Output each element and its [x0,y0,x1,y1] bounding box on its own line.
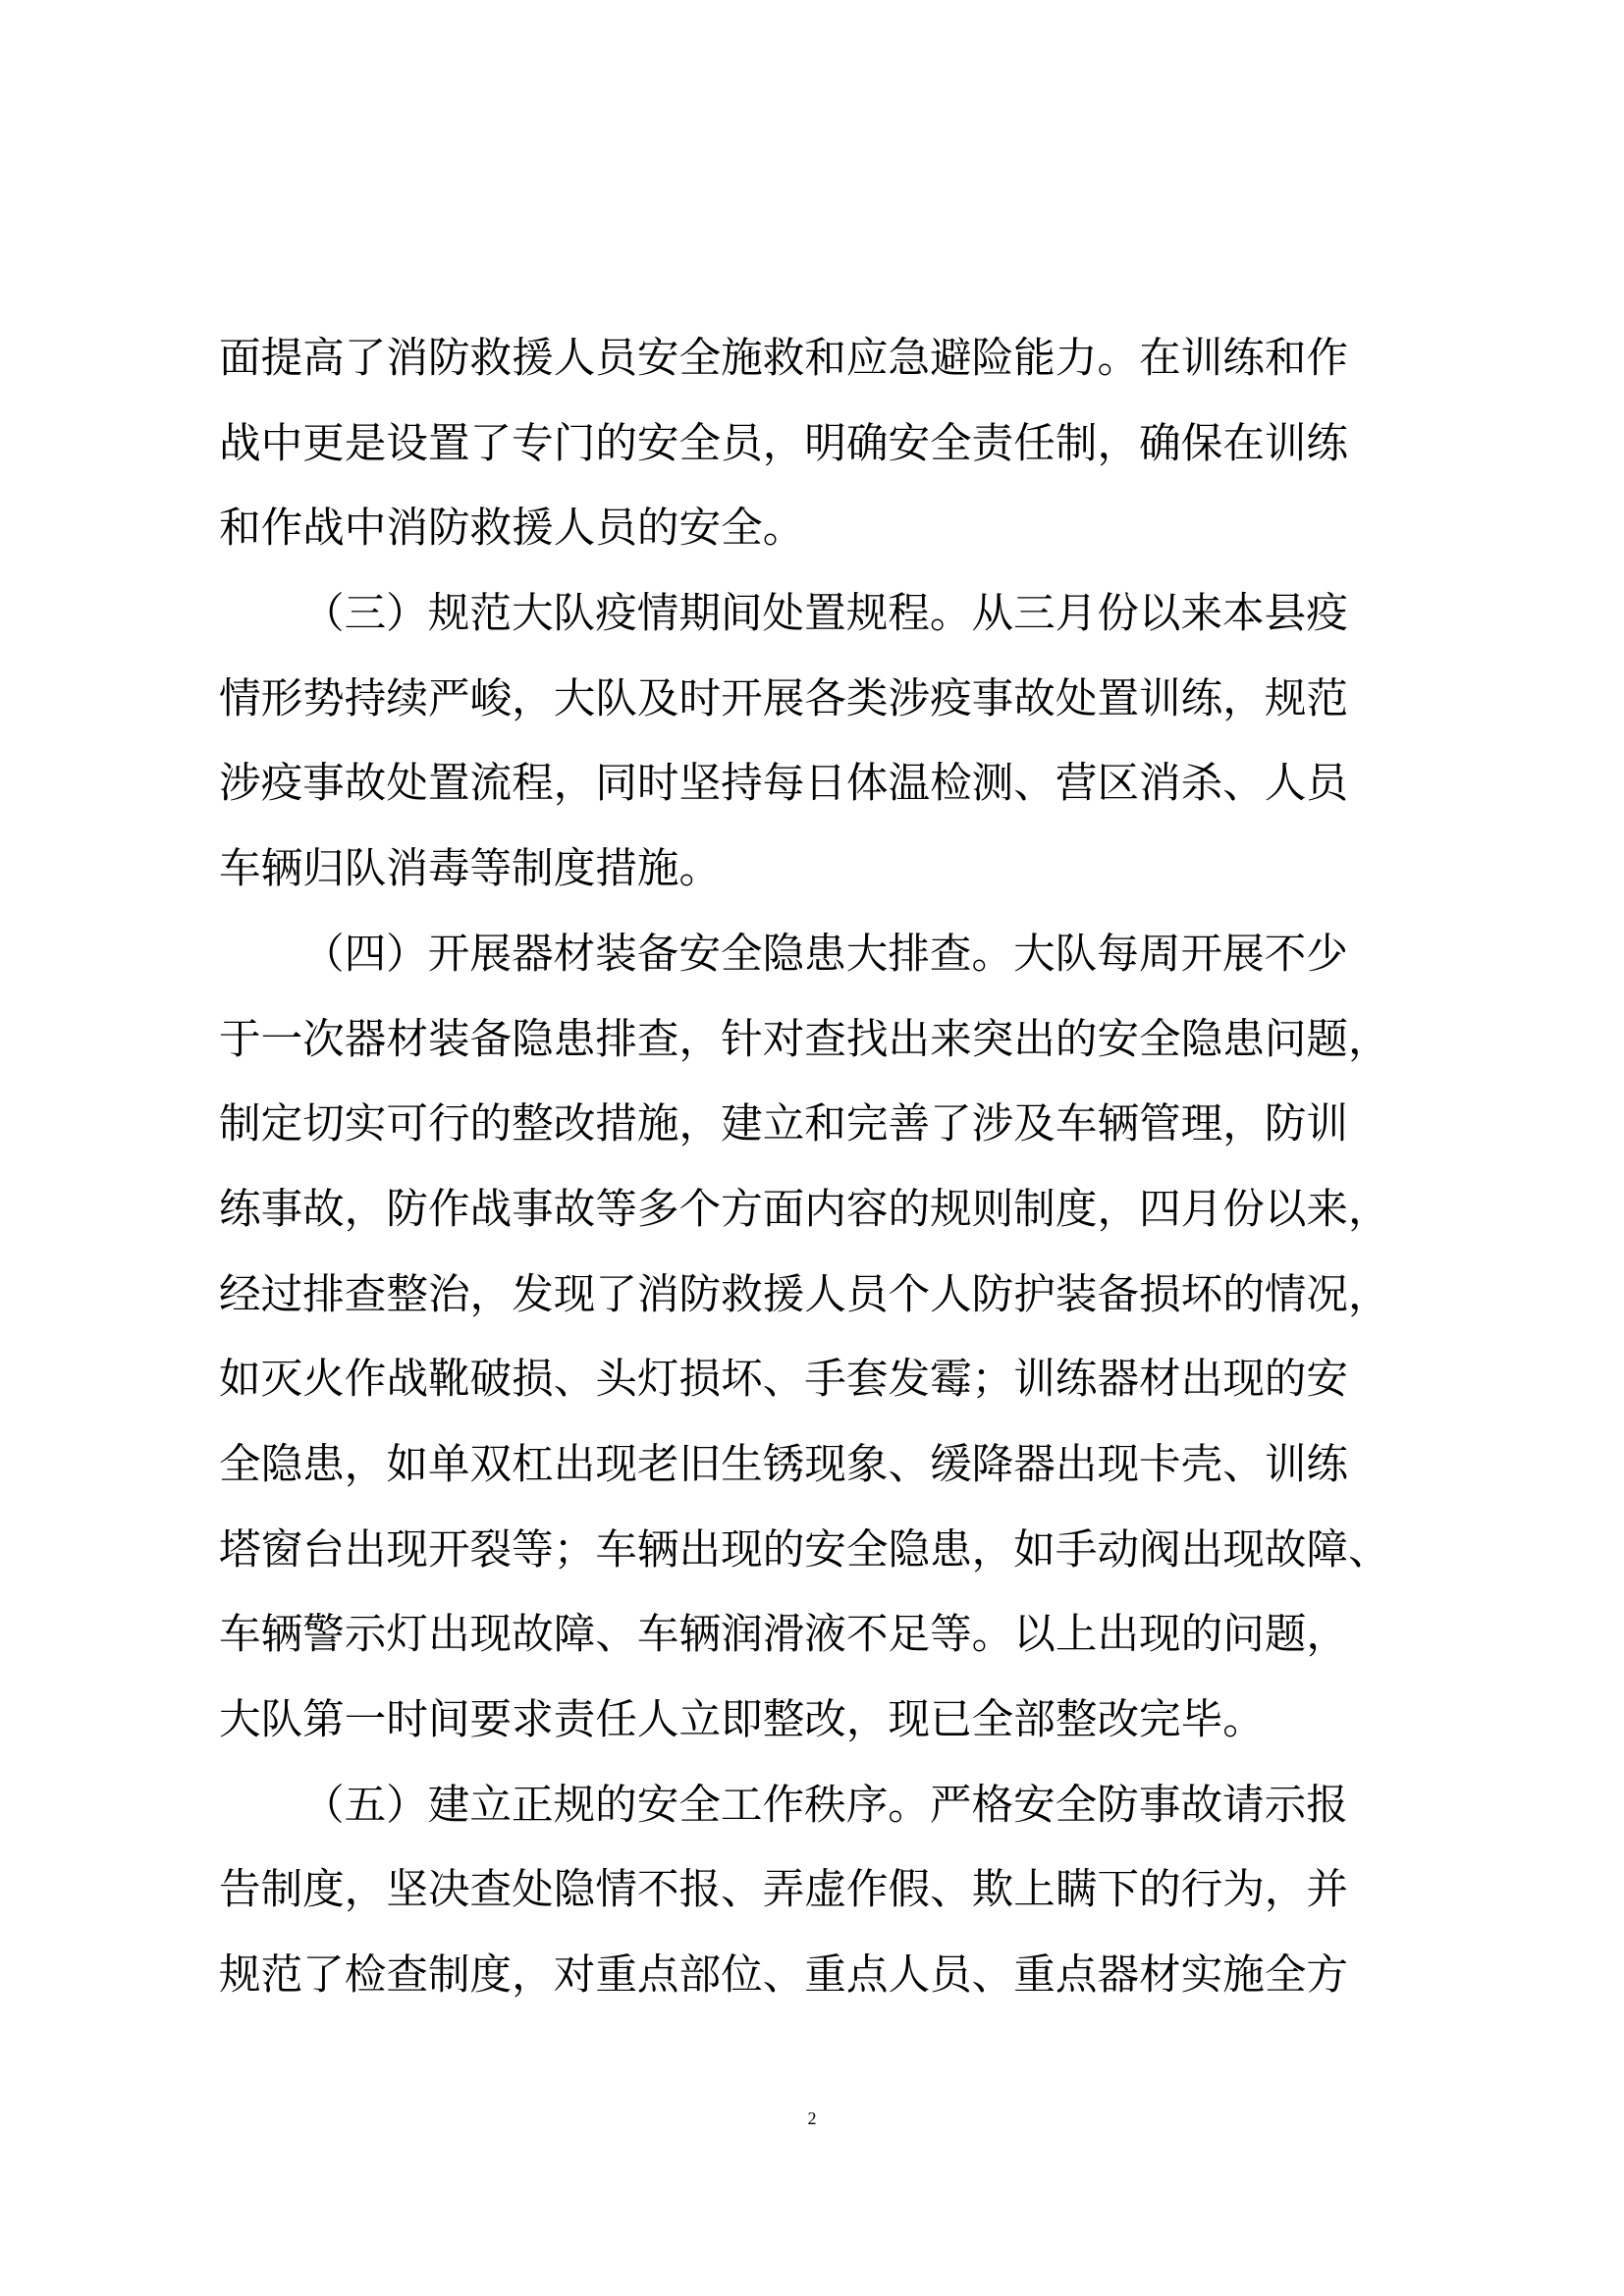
text-line: 练事故，防作战事故等多个方面内容的规则制度，四月份以来， [219,1184,1390,1234]
paragraph-heading-line: （五）建立正规的安全工作秩序。严格安全防事故请示报 [302,1780,1348,1830]
text-line: 和作战中消防救援人员的安全。 [219,504,805,554]
text-line: 告制度，坚决查处隐情不报、弄虚作假、欺上瞒下的行为，并 [219,1865,1349,1915]
document-body [219,316,1397,2018]
paragraph-section-4 [219,912,1397,1763]
text-line: 战中更是设置了专门的安全员，明确安全责任制，确保在训练 [219,418,1349,468]
text-line: 情形势持续严峻，大队及时开展各类涉疫事故处置训练，规范 [219,673,1349,723]
text-line: 车辆警示灯出现故障、车辆润滑液不足等。以上出现的问题， [219,1610,1349,1660]
paragraph-heading-line: （四）开展器材装备安全隐患大排查。大队每周开展不少 [302,929,1348,979]
text-line: 经过排查整治，发现了消防救援人员个人防护装备损坏的情况， [219,1269,1390,1319]
text-line: 于一次器材装备隐患排查，针对查找出来突出的安全隐患问题， [219,1014,1390,1064]
paragraph-continuation [219,316,1397,571]
text-line: 面提高了消防救援人员安全施救和应急避险能力。在训练和作 [219,334,1349,383]
text-line: 涉疫事故处置流程，同时坚持每日体温检测、营区消杀、人员 [219,759,1349,809]
paragraph-section-5 [219,1763,1397,2018]
paragraph-heading-line: （三）规范大队疫情期间处置规程。从三月份以来本县疫 [302,589,1348,639]
text-line: 塔窗台出现开裂等；车辆出现的安全隐患，如手动阀出现故障、 [219,1524,1390,1575]
text-line: 规范了检查制度，对重点部位、重点人员、重点器材实施全方 [219,1950,1349,2001]
text-line: 车辆归队消毒等制度措施。 [219,844,722,894]
paragraph-section-3 [219,571,1397,912]
text-line: 制定切实可行的整改措施，建立和完善了涉及车辆管理，防训 [219,1099,1349,1149]
text-line: 全隐患，如单双杠出现老旧生锈现象、缓降器出现卡壳、训练 [219,1439,1349,1489]
page-number: 2 [807,2109,817,2128]
text-line: 大队第一时间要求责任人立即整改，现已全部整改完毕。 [219,1695,1265,1744]
text-line: 如灭火作战靴破损、头灯损坏、手套发霉；训练器材出现的安 [219,1355,1349,1405]
